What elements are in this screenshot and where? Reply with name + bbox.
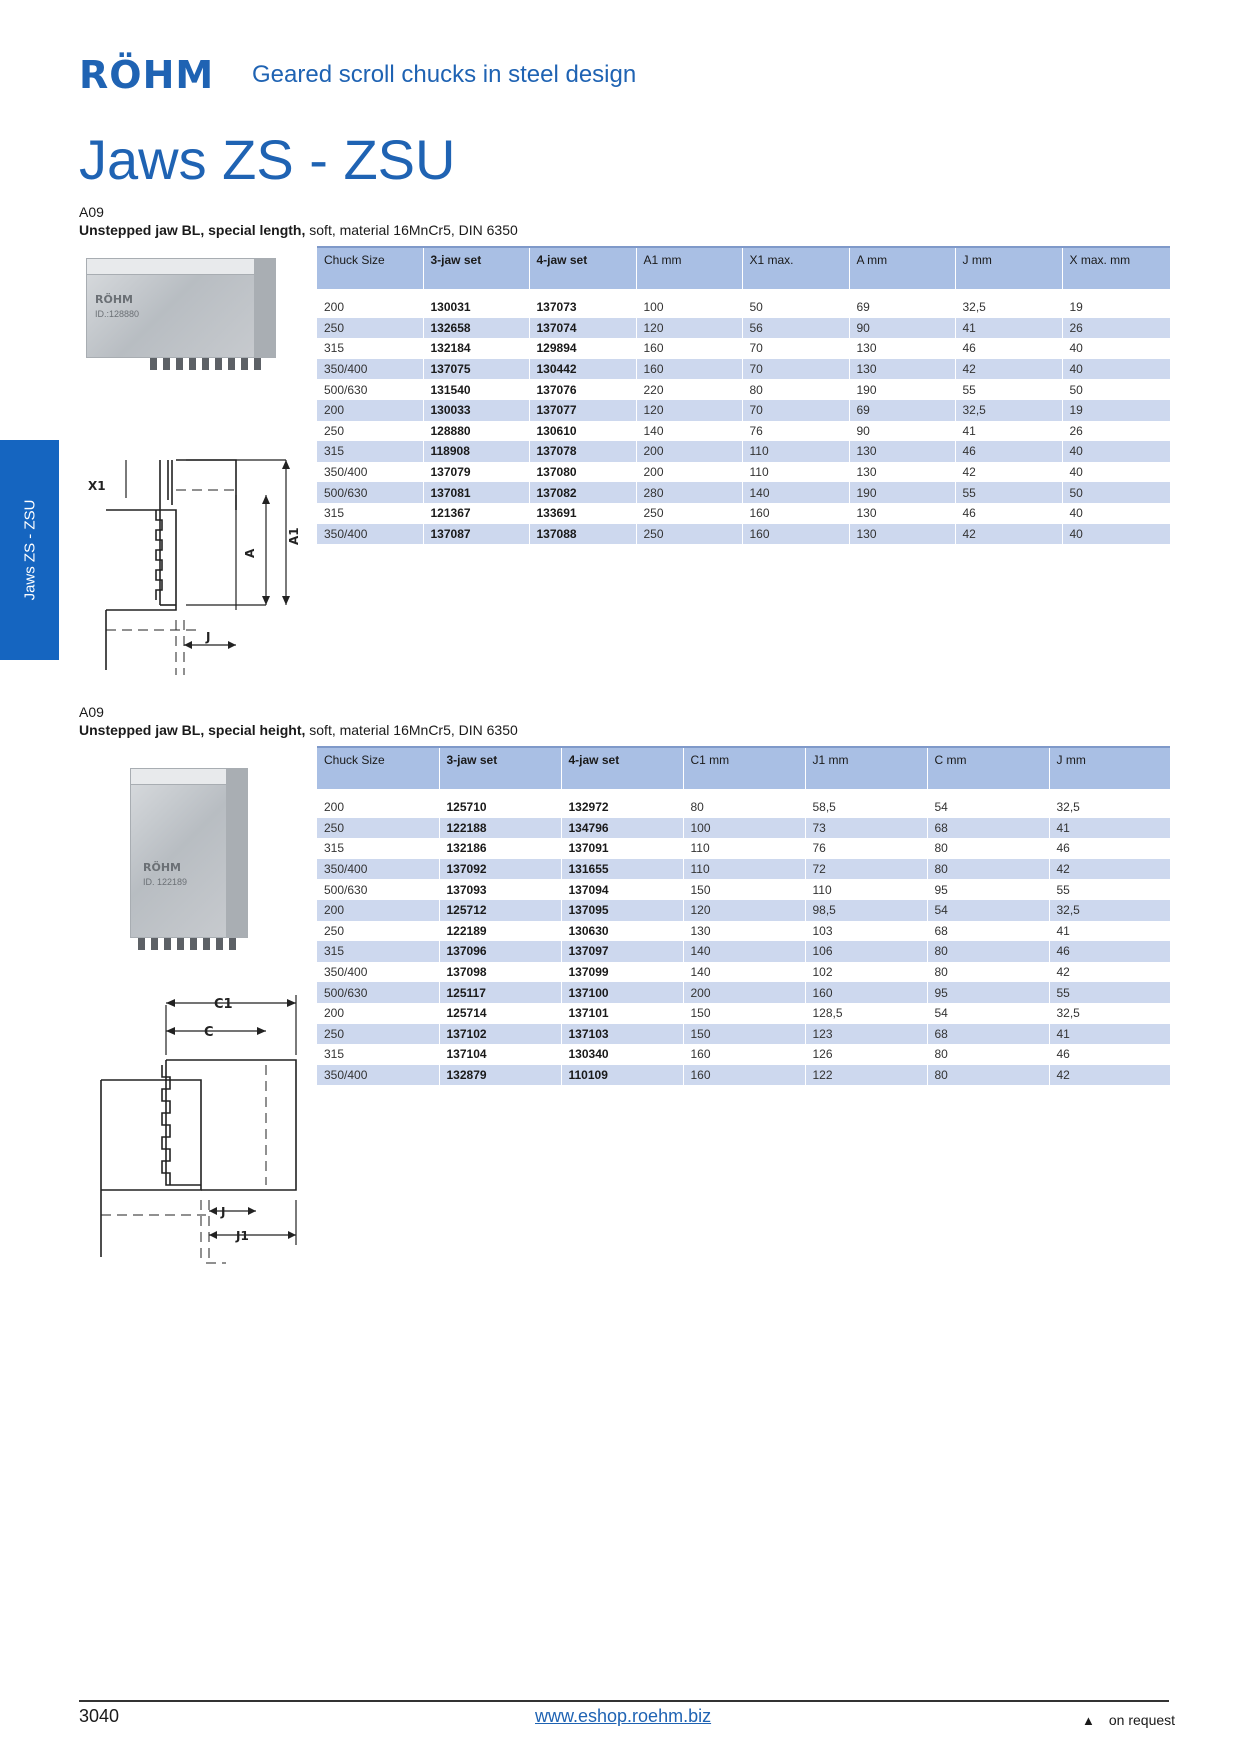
- table-cell: 72: [805, 859, 927, 880]
- table-cell: 132186: [439, 838, 561, 859]
- table-cell: 42: [955, 462, 1062, 483]
- table-cell: 130442: [529, 359, 636, 380]
- table-cell: 42: [1049, 859, 1170, 880]
- footer-divider: [79, 1700, 1169, 1702]
- table-cell: 80: [927, 962, 1049, 983]
- table-cell: 500/630: [317, 982, 439, 1003]
- table-cell: 110: [683, 838, 805, 859]
- table-cell: 122188: [439, 818, 561, 839]
- table-cell: 110: [805, 879, 927, 900]
- table-cell: 137077: [529, 400, 636, 421]
- table-cell: 46: [1049, 941, 1170, 962]
- table-cell: 54: [927, 1003, 1049, 1024]
- table-cell: 133691: [529, 503, 636, 524]
- table-row: [317, 318, 1170, 339]
- table-cell: 56: [742, 318, 849, 339]
- table-cell: 280: [636, 482, 742, 503]
- table-cell: 250: [317, 421, 423, 442]
- table-cell: 121367: [423, 503, 529, 524]
- section1-table: [317, 246, 1170, 544]
- table-cell: 128880: [423, 421, 529, 442]
- table-cell: 137092: [439, 859, 561, 880]
- table-cell: 137076: [529, 379, 636, 400]
- label-j: J: [206, 630, 211, 644]
- section1-heading: [79, 203, 518, 239]
- table-cell: 46: [955, 338, 1062, 359]
- table-header-row: [317, 247, 1170, 289]
- table-row: [317, 818, 1170, 839]
- table-cell: 80: [927, 941, 1049, 962]
- table-cell: 137103: [561, 1024, 683, 1045]
- table-cell: 129894: [529, 338, 636, 359]
- page-number: 3040: [79, 1706, 120, 1726]
- table-cell: 132972: [561, 797, 683, 818]
- table-cell: 70: [742, 400, 849, 421]
- table-cell: 125117: [439, 982, 561, 1003]
- table-cell: 122: [805, 1065, 927, 1086]
- column-header: J mm: [1049, 747, 1170, 789]
- table-cell: 137074: [529, 318, 636, 339]
- table-cell: 90: [849, 421, 955, 442]
- table-cell: 137087: [423, 524, 529, 545]
- table-row: [317, 1024, 1170, 1045]
- table-row: [317, 879, 1170, 900]
- table-cell: 122189: [439, 921, 561, 942]
- section1-code: A09: [79, 204, 104, 220]
- table-cell: 90: [849, 318, 955, 339]
- table-cell: 130: [683, 921, 805, 942]
- table-cell: 41: [955, 318, 1062, 339]
- table-cell: 120: [636, 400, 742, 421]
- section2-table: [317, 746, 1170, 1085]
- column-header: 3-jaw set: [423, 247, 529, 289]
- table-cell: 42: [1049, 962, 1170, 983]
- table-cell: 250: [317, 1024, 439, 1045]
- footer-note-text: on request: [1108, 1712, 1176, 1728]
- table-cell: 42: [955, 359, 1062, 380]
- label-j1: J1: [236, 1229, 249, 1243]
- table-cell: 160: [683, 1044, 805, 1065]
- table-cell: 100: [636, 297, 742, 318]
- table-cell: 40: [1062, 524, 1170, 545]
- table-row: [317, 1003, 1170, 1024]
- table-cell: 125714: [439, 1003, 561, 1024]
- table-cell: 80: [927, 1044, 1049, 1065]
- table-cell: 46: [955, 441, 1062, 462]
- table-cell: 40: [1062, 462, 1170, 483]
- table-cell: 95: [927, 982, 1049, 1003]
- table-cell: 103: [805, 921, 927, 942]
- table-cell: 54: [927, 797, 1049, 818]
- table-row: [317, 441, 1170, 462]
- footer-note: [1082, 1712, 1175, 1728]
- table-cell: 68: [927, 921, 1049, 942]
- table-row: [317, 859, 1170, 880]
- table-row: [317, 962, 1170, 983]
- table-cell: 120: [683, 900, 805, 921]
- section2-technical-drawing: [86, 985, 316, 1265]
- table-cell: 315: [317, 1044, 439, 1065]
- section2-desc-bold: Unstepped jaw BL, special height,: [79, 722, 306, 738]
- section1-jaw-photo: [86, 258, 276, 358]
- roehm-logo: [79, 55, 219, 95]
- table-cell: 80: [927, 1065, 1049, 1086]
- table-cell: 350/400: [317, 1065, 439, 1086]
- table-cell: 250: [317, 318, 423, 339]
- table-cell: 131655: [561, 859, 683, 880]
- photo-id: ID. 122189: [143, 877, 188, 887]
- table-cell: 80: [927, 838, 1049, 859]
- table-cell: 137102: [439, 1024, 561, 1045]
- table-cell: 26: [1062, 421, 1170, 442]
- table-cell: 500/630: [317, 879, 439, 900]
- table-cell: 68: [927, 1024, 1049, 1045]
- table-cell: 140: [636, 421, 742, 442]
- table-row: [317, 338, 1170, 359]
- table-cell: 69: [849, 400, 955, 421]
- table-cell: 137101: [561, 1003, 683, 1024]
- table-cell: 128,5: [805, 1003, 927, 1024]
- section2-jaw-photo: [130, 768, 248, 938]
- table-cell: 130340: [561, 1044, 683, 1065]
- table-cell: 26: [1062, 318, 1170, 339]
- table-cell: 200: [317, 1003, 439, 1024]
- table-cell: 106: [805, 941, 927, 962]
- table-cell: 19: [1062, 297, 1170, 318]
- table-cell: 32,5: [1049, 797, 1170, 818]
- table-cell: 220: [636, 379, 742, 400]
- table-cell: 137079: [423, 462, 529, 483]
- side-tab: [0, 440, 59, 660]
- table-cell: 160: [805, 982, 927, 1003]
- table-cell: 137073: [529, 297, 636, 318]
- photo-id: ID.:128880: [95, 309, 140, 319]
- column-header: C1 mm: [683, 747, 805, 789]
- table-cell: 130: [849, 503, 955, 524]
- column-header: 3-jaw set: [439, 747, 561, 789]
- table-cell: 315: [317, 338, 423, 359]
- table-cell: 350/400: [317, 524, 423, 545]
- table-cell: 32,5: [955, 400, 1062, 421]
- header-subtitle: Geared scroll chucks in steel design: [252, 61, 637, 88]
- table-row: [317, 797, 1170, 818]
- section1-description: [79, 221, 518, 239]
- table-row: [317, 462, 1170, 483]
- table-cell: 132879: [439, 1065, 561, 1086]
- table-cell: 55: [955, 379, 1062, 400]
- table-cell: 125712: [439, 900, 561, 921]
- column-header: Chuck Size: [317, 747, 439, 789]
- table-cell: 130630: [561, 921, 683, 942]
- table-cell: 50: [1062, 379, 1170, 400]
- table-spacer-row: [317, 289, 1170, 297]
- table-row: [317, 1044, 1170, 1065]
- section2-table-body: [317, 789, 1170, 1085]
- column-header: J mm: [955, 247, 1062, 289]
- table-cell: 42: [955, 524, 1062, 545]
- side-tab-label: Jaws ZS - ZSU: [21, 499, 38, 601]
- table-cell: 40: [1062, 503, 1170, 524]
- table-cell: 137104: [439, 1044, 561, 1065]
- section2-code: A09: [79, 704, 104, 720]
- table-spacer-row: [317, 789, 1170, 797]
- table-cell: 150: [683, 1003, 805, 1024]
- table-cell: 58,5: [805, 797, 927, 818]
- table-cell: 41: [955, 421, 1062, 442]
- section2-heading: [79, 703, 518, 739]
- table-cell: 55: [1049, 982, 1170, 1003]
- table-cell: 315: [317, 941, 439, 962]
- section2-jaw-teeth: [138, 938, 236, 950]
- table-cell: 40: [1062, 359, 1170, 380]
- table-cell: 137080: [529, 462, 636, 483]
- table-row: [317, 838, 1170, 859]
- table-header-row: [317, 747, 1170, 789]
- table-cell: 200: [317, 400, 423, 421]
- table-cell: 55: [955, 482, 1062, 503]
- table-row: [317, 982, 1170, 1003]
- photo-logo: RÖHM: [143, 861, 181, 874]
- table-cell: 137097: [561, 941, 683, 962]
- table-cell: 46: [1049, 1044, 1170, 1065]
- table-cell: 250: [636, 524, 742, 545]
- table-cell: 126: [805, 1044, 927, 1065]
- table-cell: 350/400: [317, 962, 439, 983]
- table-cell: 130: [849, 338, 955, 359]
- table-cell: 70: [742, 338, 849, 359]
- table-cell: 130: [849, 441, 955, 462]
- table-cell: 69: [849, 297, 955, 318]
- label-j: J: [221, 1205, 226, 1219]
- table-cell: 110109: [561, 1065, 683, 1086]
- photo-side-face: [254, 259, 276, 357]
- table-cell: 134796: [561, 818, 683, 839]
- table-cell: 137098: [439, 962, 561, 983]
- table-cell: 46: [955, 503, 1062, 524]
- table-cell: 32,5: [1049, 1003, 1170, 1024]
- table-cell: 350/400: [317, 859, 439, 880]
- table-cell: 137093: [439, 879, 561, 900]
- table-cell: 150: [683, 879, 805, 900]
- table-cell: 70: [742, 359, 849, 380]
- table-cell: 40: [1062, 441, 1170, 462]
- section2-description: [79, 721, 518, 739]
- table-cell: 80: [927, 859, 1049, 880]
- table-cell: 190: [849, 482, 955, 503]
- table-cell: 98,5: [805, 900, 927, 921]
- table-cell: 137100: [561, 982, 683, 1003]
- section2-desc-rest: soft, material 16MnCr5, DIN 6350: [305, 722, 518, 738]
- table-cell: 190: [849, 379, 955, 400]
- table-row: [317, 524, 1170, 545]
- table-cell: 76: [805, 838, 927, 859]
- table-cell: 130031: [423, 297, 529, 318]
- table-cell: 41: [1049, 1024, 1170, 1045]
- label-x1: X1: [88, 479, 106, 493]
- table-row: [317, 297, 1170, 318]
- table-cell: 130: [849, 462, 955, 483]
- table-cell: 137088: [529, 524, 636, 545]
- table-cell: 160: [636, 338, 742, 359]
- column-header: 4-jaw set: [529, 247, 636, 289]
- table-cell: 118908: [423, 441, 529, 462]
- table-cell: 110: [742, 441, 849, 462]
- page-title: Jaws ZS - ZSU: [79, 128, 456, 191]
- table-cell: 350/400: [317, 462, 423, 483]
- table-cell: 160: [683, 1065, 805, 1086]
- column-header: Chuck Size: [317, 247, 423, 289]
- table-cell: 42: [1049, 1065, 1170, 1086]
- table-cell: 132658: [423, 318, 529, 339]
- table-row: [317, 1065, 1170, 1086]
- table-cell: 160: [742, 503, 849, 524]
- table-cell: 100: [683, 818, 805, 839]
- column-header: 4-jaw set: [561, 747, 683, 789]
- table-cell: 130610: [529, 421, 636, 442]
- table-cell: 125710: [439, 797, 561, 818]
- table-cell: 350/400: [317, 359, 423, 380]
- column-header: X max. mm: [1062, 247, 1170, 289]
- table-cell: 140: [683, 941, 805, 962]
- section1-desc-rest: soft, material 16MnCr5, DIN 6350: [305, 222, 518, 238]
- table-cell: 315: [317, 441, 423, 462]
- label-c: C: [204, 1025, 214, 1040]
- table-cell: 19: [1062, 400, 1170, 421]
- table-cell: 140: [742, 482, 849, 503]
- table-cell: 95: [927, 879, 1049, 900]
- table-cell: 41: [1049, 921, 1170, 942]
- table-cell: 131540: [423, 379, 529, 400]
- table-cell: 132184: [423, 338, 529, 359]
- table-cell: 137081: [423, 482, 529, 503]
- column-header: X1 max.: [742, 247, 849, 289]
- table-cell: 76: [742, 421, 849, 442]
- label-a: A: [243, 548, 257, 558]
- table-cell: 110: [742, 462, 849, 483]
- table-row: [317, 482, 1170, 503]
- photo-logo: RÖHM: [95, 293, 133, 306]
- table-cell: 137082: [529, 482, 636, 503]
- column-header: A mm: [849, 247, 955, 289]
- table-cell: 250: [317, 921, 439, 942]
- table-cell: 315: [317, 838, 439, 859]
- table-cell: 140: [683, 962, 805, 983]
- table-cell: 137078: [529, 441, 636, 462]
- table-cell: 32,5: [1049, 900, 1170, 921]
- table-cell: 200: [636, 441, 742, 462]
- table-row: [317, 421, 1170, 442]
- table-cell: 123: [805, 1024, 927, 1045]
- table-cell: 102: [805, 962, 927, 983]
- table-cell: 150: [683, 1024, 805, 1045]
- table-cell: 80: [683, 797, 805, 818]
- table-cell: 40: [1062, 338, 1170, 359]
- table-cell: 130: [849, 524, 955, 545]
- table-row: [317, 359, 1170, 380]
- column-header: C mm: [927, 747, 1049, 789]
- table-cell: 55: [1049, 879, 1170, 900]
- table-cell: 120: [636, 318, 742, 339]
- table-cell: 200: [317, 900, 439, 921]
- table-cell: 137094: [561, 879, 683, 900]
- triangle-icon: ▲: [1082, 1713, 1095, 1728]
- table-cell: 250: [317, 818, 439, 839]
- table-cell: 137096: [439, 941, 561, 962]
- table-cell: 160: [742, 524, 849, 545]
- footer-url-link[interactable]: www.eshop.roehm.biz: [535, 1706, 712, 1726]
- table-row: [317, 921, 1170, 942]
- table-cell: 50: [742, 297, 849, 318]
- table-cell: 130033: [423, 400, 529, 421]
- table-cell: 200: [683, 982, 805, 1003]
- table-cell: 80: [742, 379, 849, 400]
- table-cell: 130: [849, 359, 955, 380]
- logo-text: RÖHM: [79, 53, 215, 97]
- table-cell: 110: [683, 859, 805, 880]
- photo-top-face: [87, 259, 275, 275]
- table-cell: 315: [317, 503, 423, 524]
- table-cell: 250: [636, 503, 742, 524]
- table-cell: 500/630: [317, 379, 423, 400]
- table-cell: 54: [927, 900, 1049, 921]
- table-cell: 200: [636, 462, 742, 483]
- table-cell: 137099: [561, 962, 683, 983]
- label-a1: A1: [287, 527, 301, 545]
- section1-table-body: [317, 289, 1170, 544]
- table-cell: 41: [1049, 818, 1170, 839]
- table-row: [317, 503, 1170, 524]
- section1-technical-drawing: [86, 440, 316, 680]
- section1-jaw-teeth: [150, 358, 261, 370]
- table-cell: 200: [317, 797, 439, 818]
- table-cell: 46: [1049, 838, 1170, 859]
- table-row: [317, 941, 1170, 962]
- table-cell: 500/630: [317, 482, 423, 503]
- table-cell: 137091: [561, 838, 683, 859]
- column-header: A1 mm: [636, 247, 742, 289]
- table-cell: 137095: [561, 900, 683, 921]
- table-cell: 200: [317, 297, 423, 318]
- photo-side-face: [226, 769, 248, 937]
- table-row: [317, 400, 1170, 421]
- table-row: [317, 900, 1170, 921]
- table-cell: 50: [1062, 482, 1170, 503]
- table-cell: 32,5: [955, 297, 1062, 318]
- column-header: J1 mm: [805, 747, 927, 789]
- table-row: [317, 379, 1170, 400]
- label-c1: C1: [214, 997, 233, 1012]
- section1-desc-bold: Unstepped jaw BL, special length,: [79, 222, 306, 238]
- table-cell: 73: [805, 818, 927, 839]
- table-cell: 160: [636, 359, 742, 380]
- table-cell: 68: [927, 818, 1049, 839]
- table-cell: 137075: [423, 359, 529, 380]
